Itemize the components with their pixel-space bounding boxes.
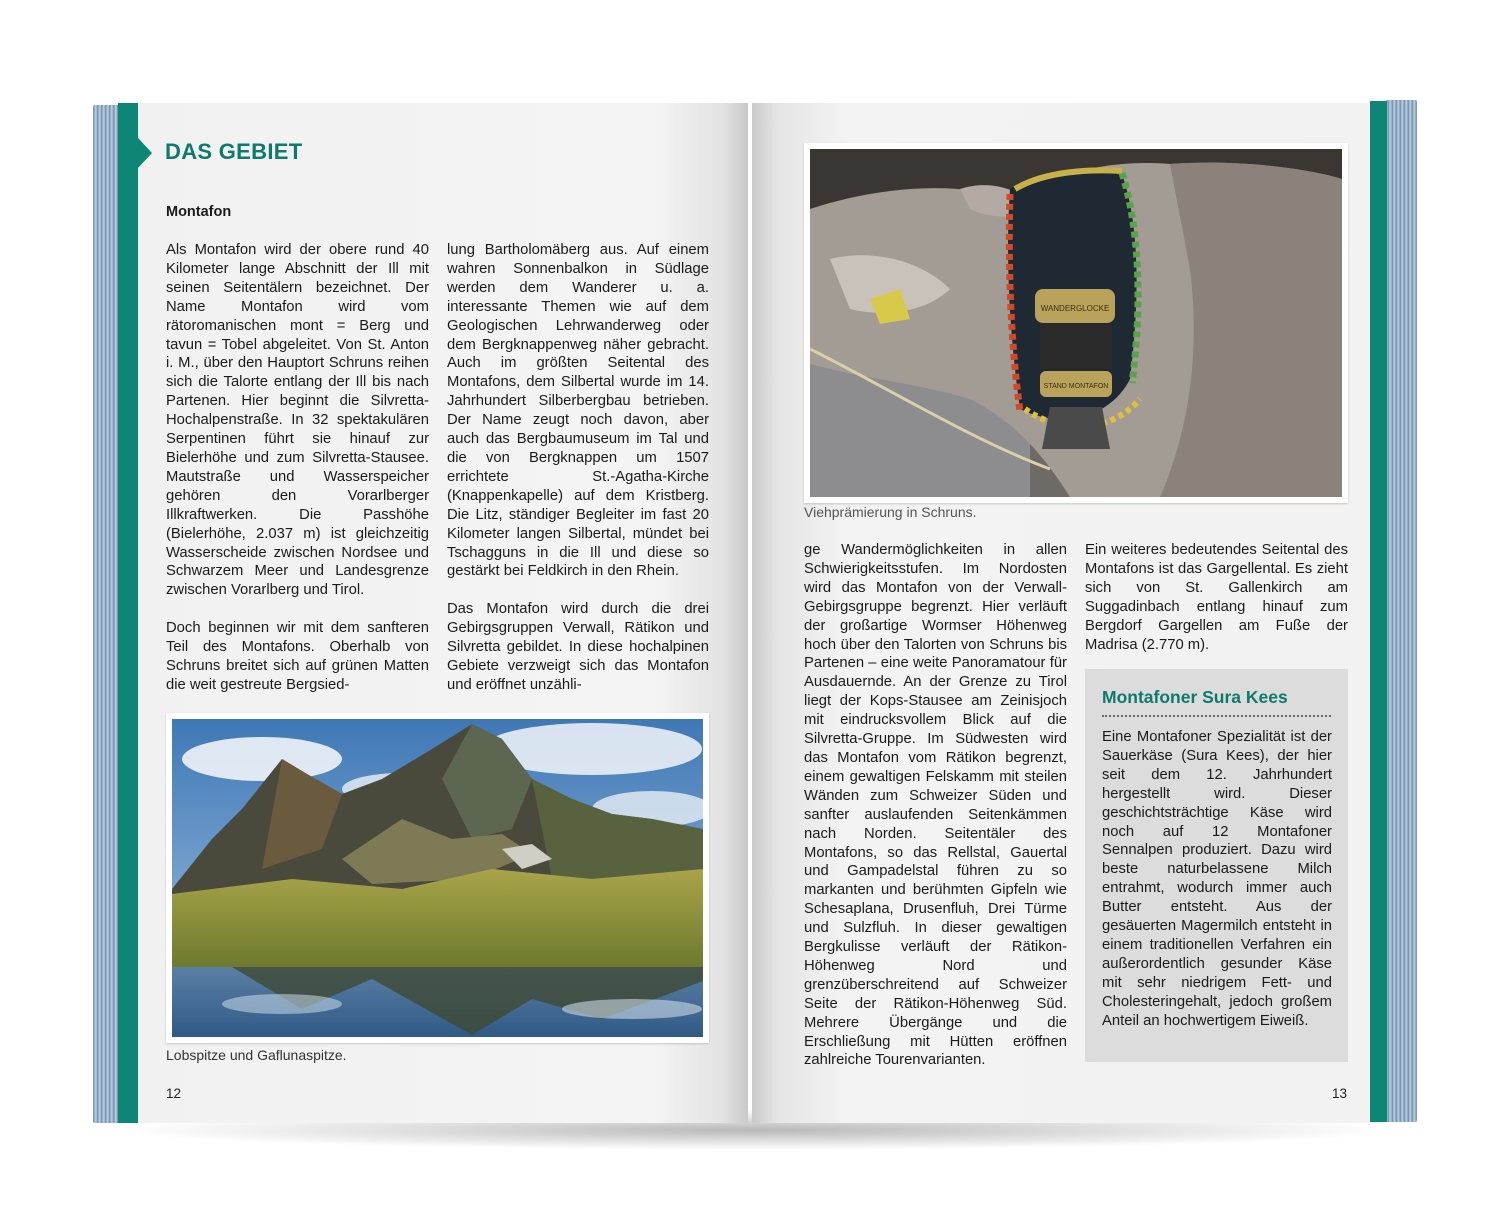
info-box-divider (1102, 715, 1331, 717)
info-box-title: Montafoner Sura Kees (1102, 687, 1288, 707)
title-arrow-icon (138, 138, 152, 168)
right-text-column-1 (804, 541, 1067, 1089)
mountain-photo-image (172, 719, 703, 1037)
paragraph: Als Montafon wird der obere rund 40 Kilometer lange Abschnitt der Ill mit seinen Seitentälern bezeichnet. Der Name Montafon wird vom rätoromanischen mont = Berg und tavun = Tobel abgeleitet. Von St. Anton i. M., über den Hauptort Schruns reihen sich die Talorte entlang der Ill bis nach Partenen. Hier beginnt die Silvretta-Hochalpenstraße. In 32 spektakulären Serpentinen führt sie hinauf zur Bielerhöhe und zum Silvretta-Stausee. Mautstraße und Wasserspeicher gehören den Vorarlberger Illkraftwerken. Die Passhöhe (Bielerhöhe, 2.037 m) ist gleichzeitig Wasserscheide zwischen Nordsee und Schwarzem Meer und Landesgrenze zwischen Vorarlberg und Tirol. (166, 242, 429, 599)
paragraph: ge Wandermöglichkeiten in allen Schwierigkeitsstufen. Im Nordosten wird das Montafon von der Verwall-Gebirgsgruppe begrenzt. Hier verläuft der großartige Wormser Höhenweg hoch über den Talorten von Schruns bis Partenen – eine weite Panoramatour für Ausdauernde. An der Grenze zu Tirol liegt der Kops-Stausee am Zeinisjoch mit eindrucksvollem Blick auf die Silvretta-Gruppe. Im Südwesten wird das Montafon vom Rätikon begrenzt, einem gewaltigen Felskamm mit steilen Wänden zum Schweizer Süden und sanfter auslaufenden Seitenkämmen nach Norden. Seitentäler des Montafons, so das Rellstal, Gauertal und Gampadelstal führen zu so markanten und berühmten Gipfeln wie Schesaplana, Drusenfluh, Drei Türme und Sulzfluh. In dieser gewaltigen Bergkulisse verläuft der Rätikon-Höhenweg Nord und grenzüberschreitend auf Schweizer Seite der Rätikon-Höhenweg Süd. Mehrere Übergänge und die Erschließung mit Hütten eröffnen zahlreiche Tourenvarianten. (804, 542, 1067, 1069)
paragraph: Das Montafon wird durch die drei Gebirgsgruppen Verwall, Rätikon und Silvretta gebildet. In diese hochalpinen Gebiete verzweigt sich das Montafon und eröffnet unzähli- (447, 601, 709, 693)
mountain-photo (166, 713, 709, 1043)
page-number-right: 13 (1332, 1086, 1348, 1101)
book-page-edges-right (1385, 100, 1417, 1122)
paragraph: Doch beginnen wir mit dem sanfteren Teil des Montafons. Oberhalb von Schruns breitet sich auf grünen Matten die weit gestreute Bergsied- (166, 620, 429, 693)
page-number-left: 12 (166, 1086, 182, 1101)
left-text-column-2 (447, 241, 709, 714)
cow-photo-image (810, 149, 1342, 497)
section-title: DAS GEBIET (165, 139, 303, 164)
bell-plate-label-bottom: STAND MONTAFON (1043, 383, 1109, 390)
left-accent-bar (118, 103, 138, 1123)
info-box (1085, 669, 1348, 1062)
paragraph: Ein weiteres bedeutendes Seitental des Montafons ist das Gargellental. Es zieht sich von St. Gallenkirch am Suggadinbach entlang hinauf zum Bergdorf Gargellen am Fuße der Madrisa (2.770 m). (1085, 542, 1348, 653)
paragraph: lung Bartholomäberg aus. Auf einem wahren Sonnenbalkon in Südlage werden dem Wanderer u. a. interessante Themen wie auf dem Geologischen Lehrwanderweg oder dem Bergknappenweg näher gebracht. Auch im größten Seitental des Montafons, dem Silbertal wurde im 14. Jahrhundert Silberbergbau betrieben. Der Name zeugt noch davon, aber auch das Bergbaumuseum im Tal und die von Bergknappen um 1507 errichtete St.-Agatha-Kirche (Knappenkapelle) auf dem Kristberg. Die Litz, ständiger Begleiter im fast 20 Kilometer langen Silbertal, mündet bei Tschagguns in die Ill und diese so gestärkt bei Feldkirch in den Rhein. (447, 242, 709, 580)
info-box-body: Eine Montafoner Spezialität ist der Sauerkäse (Sura Kees), der hier seit dem 12. Jahrhundert hergestellt wird. Dieser geschichtsträchtige Käse wird noch auf 12 Montafoner Sennalpen produziert. Dazu wird beste naturbelassene Milch entrahmt, wodurch immer auch Butter entsteht. Aus der gesäuerten Magermilch entsteht in einem traditionellen Verfahren ein außerordentlich gesunder Käse mit sehr niedrigem Fett- und Cholesteringehalt, jedoch großem Anteil an hochwertigem Eiweiß. (1102, 729, 1332, 1029)
right-text-column-2 (1085, 541, 1348, 673)
bell-plate-label-top: WANDERGLOCKE (1040, 304, 1110, 313)
cow-photo (804, 143, 1348, 503)
mountain-photo-caption: Lobspitze und Gaflunaspitze. (166, 1047, 347, 1063)
right-accent-bar (1370, 101, 1387, 1122)
left-text-column-1 (166, 241, 429, 714)
cow-photo-caption: Viehprämierung in Schruns. (804, 504, 977, 520)
subtitle: Montafon (166, 204, 232, 220)
